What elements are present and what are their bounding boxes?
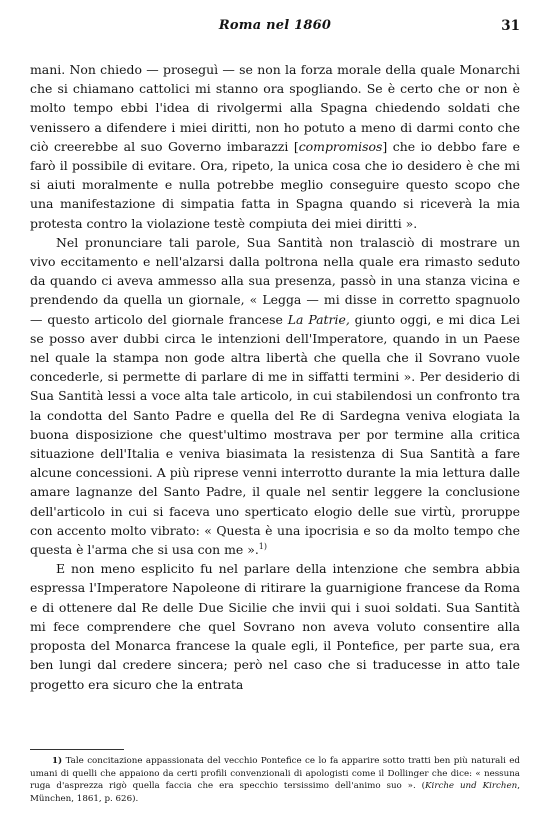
italic-text: La Patrie, <box>287 311 350 327</box>
footnote <box>30 755 520 805</box>
running-title: Roma nel 1860 <box>218 18 332 33</box>
text-run: mani. Non chiedo — proseguì — se non la forza morale della quale Monarchi che si chiamano cattolici mi stanno ora spogliando. Se è certo che or non è molto tempo ebbi l'idea di rivolgermi alla Spagna chiedendo soldati che venissero a difendere i miei diritti, non ho potuto a meno di darmi conto che ciò creerebbe al suo Governo imbarazzi [ <box>30 62 520 154</box>
text-run: E non meno esplicito fu nel parlare della intenzione che sembra abbia espressa l'Imperatore Napoleone di ritirare la guarnigione francese da Roma e di ottenere dal Re delle Due Sicilie che invii qui i suoi soldati. Sua Santità mi fece comprendere che quel Sovrano non aveva voluto consentire alla proposta del Monarca francese la quale egli, il Pontefice, per parte sua, era ben lungi dal credere sincera; però nel caso che si traducesse in atto tale progetto era sicuro che la entrata <box>30 561 520 692</box>
page-header <box>30 18 520 38</box>
italic-text: Kirche und Kirchen <box>425 781 518 791</box>
italic-text: compromisos <box>298 138 383 154</box>
footnote-reference: 1) <box>258 541 267 551</box>
paragraph <box>30 60 520 233</box>
text-run: giunto oggi, e mi dica Lei se posso aver dubbi circa le intenzioni dell'Imperatore, quando in un Paese nel quale la stampa non gode altra libertà che quella che il Sovrano vuole concederle, si permette di parlare di me in siffatti termini ». Per desiderio di Sua Santità lessi a voce alta tale articolo, in cui stabilendosi un confronto tra la condotta del Santo Padre e quella del Re di Sardegna veniva elogiata la buona disposizione che quest'ultimo mostrava per por termine alla critica situazione dell'Italia e veniva biasimata la resistenza di Sua Santità a fare alcune concessioni. A più riprese venni interrotto durante la mia lettura dalle amare lagnanze del Santo Padre, il quale nel sentir leggere la conclusione dell'articolo in cui si faceva uno sperticato elogio delle sue virtù, proruppe con accento molto vibrato: « Questa è una ipocrisia e so da molto tempo che questa è l'arma che si usa con me ». <box>30 311 520 558</box>
text-run: ] che io debbo fare e farò il possibile di evitare. Ora, ripeto, la unica cosa che io desidero è che mi si aiuti moralmente e nulla potrebbe meglio conseguire questo scopo che una manifestazione di simpatia fatta in Spagna quando si riceverà la mia protesta contro la violazione testè compiuta dei miei diritti ». <box>30 138 520 231</box>
footnote-mark: 1) <box>52 756 63 766</box>
footnote-divider <box>30 749 124 750</box>
text-run: Tale concitazione appassionata del vecchio Pontefice ce lo fa apparire sotto tratti ben più naturali ed umani di quelli che appaiono da certi profili convenzionali di apologisti come il Dollinger che dice: « nessuna ruga d'asprezza rigò quella faccia che era specchio tersissimo dell'animo suo ». ( <box>30 756 520 791</box>
body-text <box>30 60 520 694</box>
page-number: 31 <box>501 18 520 34</box>
paragraph <box>30 233 520 559</box>
text-run: Nel pronunciare tali parole, Sua Santità non tralasciò di mostrare un vivo eccitamento e nell'alzarsi dalla poltrona nella quale era rimasto seduto da quando ci aveva ammesso alla sua presenza, passò in una stanza vicina e prendendo da quella un giornale, « Legga — mi disse in corretto spagnuolo — questo articolo del giornale francese <box>30 234 520 327</box>
text-run: , München, 1861, p. 626). <box>30 781 520 804</box>
paragraph <box>30 559 520 693</box>
